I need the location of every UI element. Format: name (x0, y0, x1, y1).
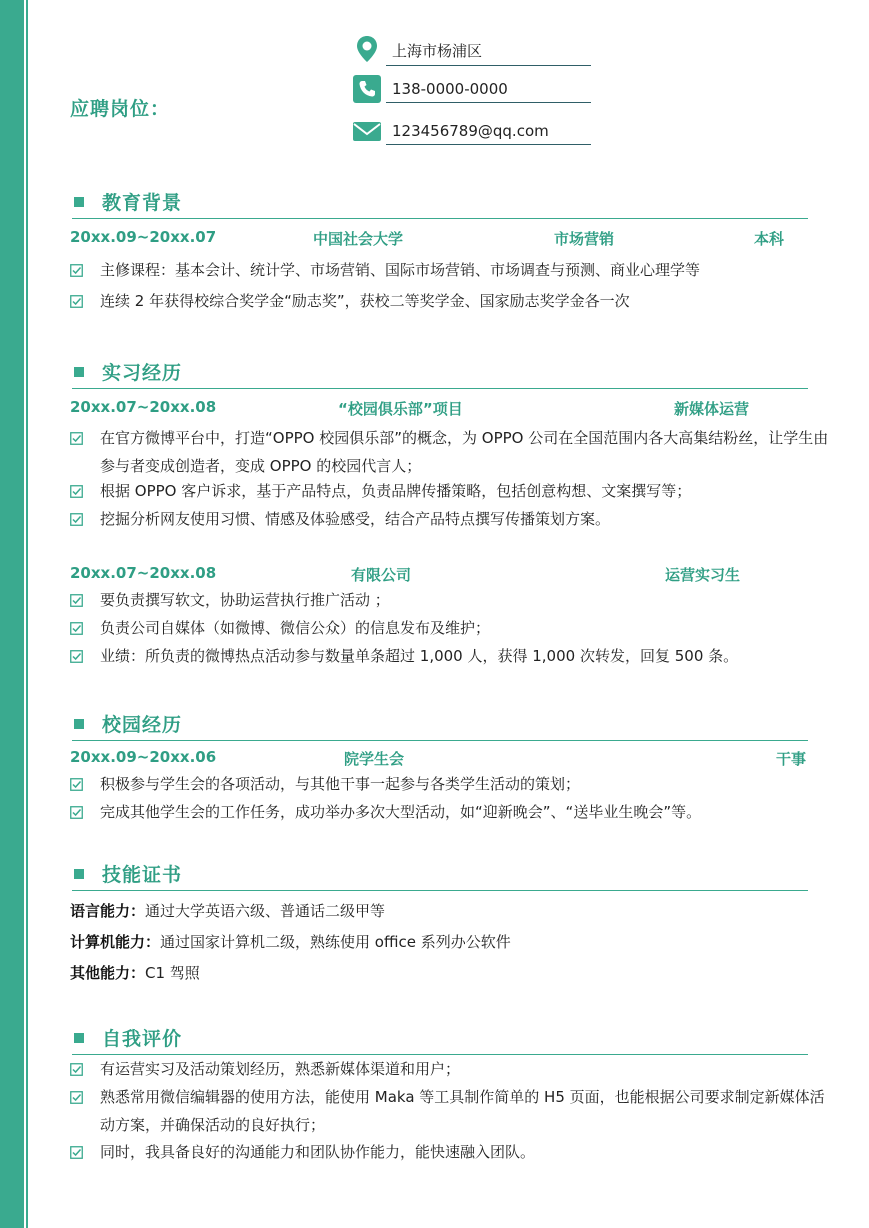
location-pin-icon (352, 34, 382, 64)
contact-address (352, 34, 592, 66)
education-section-header (72, 188, 808, 219)
left-accent-line (26, 0, 28, 1228)
campus-title: 校园经历 (102, 714, 183, 736)
education-title: 教育背景 (102, 192, 183, 214)
internship-org: “校园俱乐部”项目 (338, 400, 463, 418)
checkbox-icon (70, 650, 83, 663)
internship-period: 20xx.07~20xx.08 (70, 398, 217, 416)
checkbox-icon (70, 513, 83, 526)
address-value: 上海市杨浦区 (386, 40, 591, 66)
skill-language: 语言能力：通过大学英语六级、普通话二级甲等 (70, 902, 386, 920)
internship-entry-1 (70, 398, 820, 418)
internship-role: 运营实习生 (665, 566, 741, 584)
education-school: 中国社会大学 (313, 230, 404, 248)
skill-other: 其他能力：C1 驾照 (70, 964, 200, 982)
checkbox-icon (70, 778, 83, 791)
phone-icon (352, 74, 382, 104)
checkbox-icon (70, 1146, 83, 1159)
position-label: 应聘岗位： (70, 98, 171, 120)
campus-entry (70, 748, 820, 768)
campus-section-header (72, 710, 808, 741)
email-icon (352, 116, 382, 146)
contact-email (352, 116, 592, 148)
checkbox-icon (70, 594, 83, 607)
email-value: 123456789@qq.com (386, 122, 591, 145)
section-marker-icon (74, 1033, 84, 1043)
checkbox-icon (70, 1063, 83, 1076)
education-major: 市场营销 (554, 230, 615, 248)
checkbox-icon (70, 264, 83, 277)
checkbox-icon (70, 1091, 83, 1104)
left-accent-bar (0, 0, 24, 1228)
section-marker-icon (74, 869, 84, 879)
internship-title: 实习经历 (102, 362, 183, 384)
checkbox-icon (70, 295, 83, 308)
skills-section-header (72, 860, 808, 891)
campus-role: 干事 (776, 750, 807, 768)
phone-value: 138-0000-0000 (386, 80, 591, 103)
skill-computer: 计算机能力：通过国家计算机二级，熟练使用 office 系列办公软件 (70, 933, 511, 951)
checkbox-icon (70, 432, 83, 445)
checkbox-icon (70, 806, 83, 819)
section-marker-icon (74, 367, 84, 377)
campus-period: 20xx.09~20xx.06 (70, 748, 217, 766)
campus-org: 院学生会 (344, 750, 405, 768)
internship-role: 新媒体运营 (674, 400, 750, 418)
skills-title: 技能证书 (102, 864, 183, 886)
education-period: 20xx.09~20xx.07 (70, 228, 217, 246)
self-eval-title: 自我评价 (102, 1028, 183, 1050)
checkbox-icon (70, 485, 83, 498)
contact-phone (352, 74, 592, 106)
self-eval-section-header (72, 1024, 808, 1055)
internship-section-header (72, 358, 808, 389)
internship-period: 20xx.07~20xx.08 (70, 564, 217, 582)
internship-org: 有限公司 (351, 566, 412, 584)
checkbox-icon (70, 622, 83, 635)
education-entry (70, 228, 820, 248)
internship-entry-2 (70, 564, 820, 584)
section-marker-icon (74, 719, 84, 729)
section-marker-icon (74, 197, 84, 207)
education-degree: 本科 (754, 230, 785, 248)
